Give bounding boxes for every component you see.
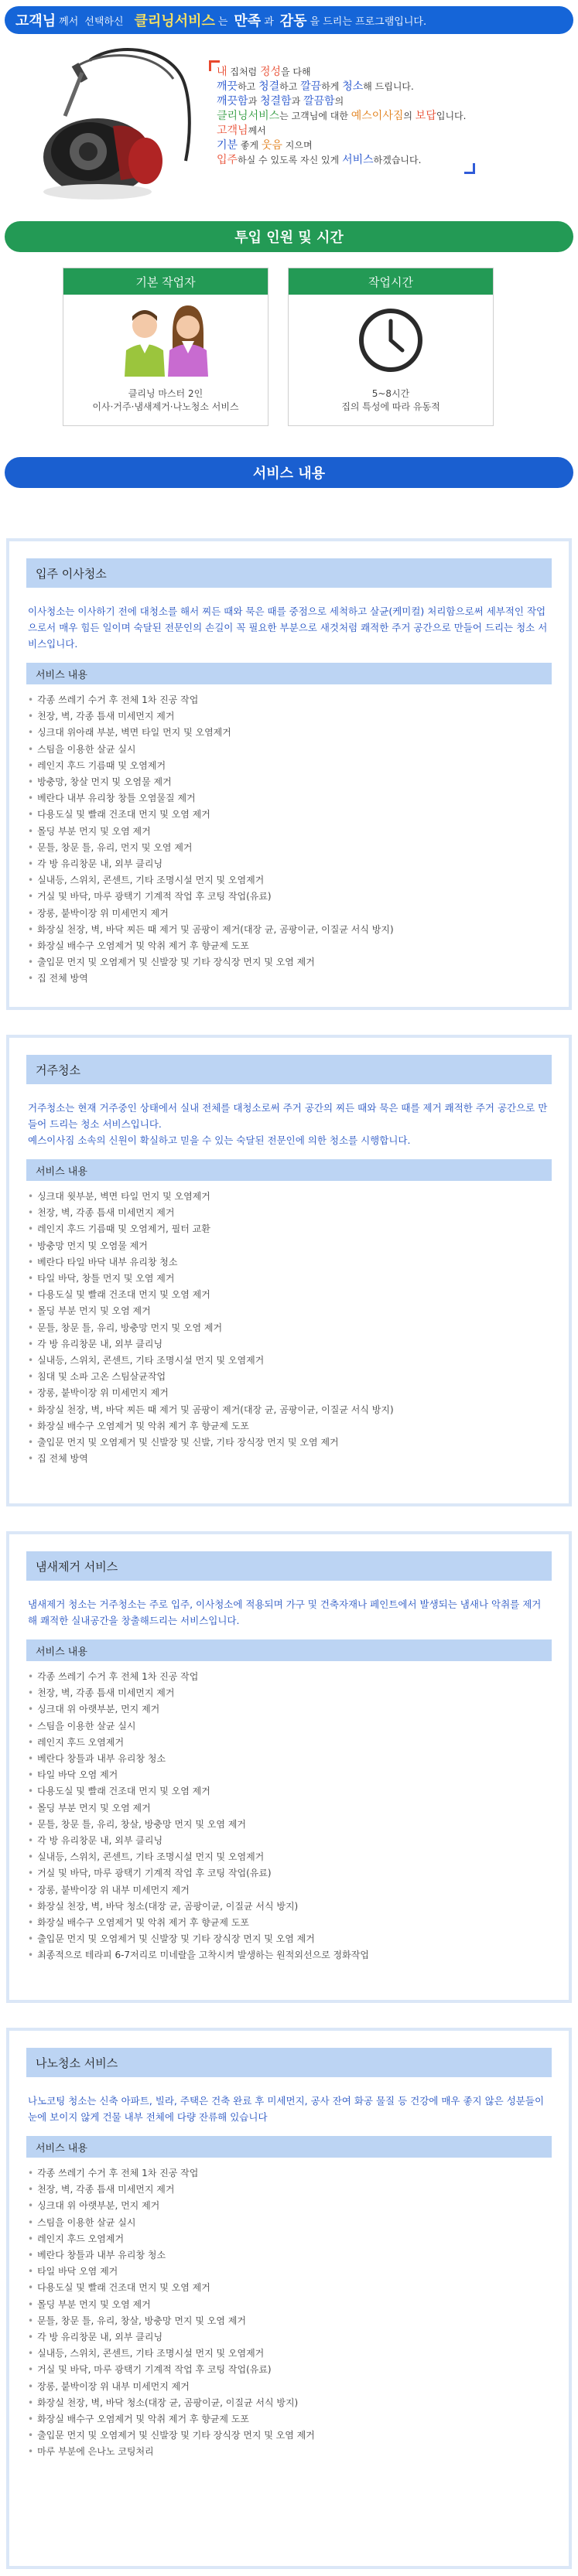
list-item: • 화장실 배수구 오염제거 및 악취 제거 후 향균제 도포 bbox=[28, 1915, 550, 1931]
vacuum-cleaner-image bbox=[28, 45, 206, 207]
intro-line: 클리닝서비스는 고객님에 대한 예스이사짐의 보답입니다. bbox=[217, 110, 467, 122]
section-subtitle: 서비스 내용 bbox=[26, 663, 552, 684]
intro-line: 깨끗함과 청결함과 깔끔함의 bbox=[217, 95, 344, 107]
time-card bbox=[288, 268, 494, 426]
list-item: • 침대 및 소파 고온 스팀살균작업 bbox=[28, 1369, 550, 1385]
list-item: • 각 방 유리창문 내, 외부 클리닝 bbox=[28, 2329, 550, 2346]
list-item: • 몰딩 부분 먼지 및 오염 제거 bbox=[28, 1800, 550, 1817]
section-subtitle: 서비스 내용 bbox=[26, 1159, 552, 1181]
section-title: 냄새제거 서비스 bbox=[26, 1551, 552, 1581]
bracket-decoration bbox=[464, 163, 475, 174]
staff-cards bbox=[0, 268, 578, 457]
list-item: • 몰딩 부분 먼지 및 오염 제거 bbox=[28, 2297, 550, 2313]
section-description: 이사청소는 이사하기 전에 대청소를 해서 찌든 때와 묵은 때를 중점으로 세척하고 살균(케미컬) 처리함으로써 세부적인 작업으로서 매우 힘든 일이며 숙달된 전문인의 손길이 꼭 필요한 부분으로 새것처럼 쾌적한 주거 공간으로 만들어 드리는 청소 서비스입니다. bbox=[28, 606, 548, 650]
list-item: • 싱크대 위아래 부분, 벽면 타일 먼지 및 오염제거 bbox=[28, 725, 550, 741]
list-item: • 출입문 먼지 및 오염제거 및 신발장 및 기타 장식장 먼지 및 오염 제거 bbox=[28, 1931, 550, 1947]
list-item: • 몰딩 부분 먼지 및 오염 제거 bbox=[28, 824, 550, 840]
list-item: • 스팀을 이용한 살균 실시 bbox=[28, 2215, 550, 2231]
service-item-list bbox=[28, 692, 550, 988]
section-description: 나노코팅 청소는 신축 아파트, 빌라, 주택은 건축 완료 후 미세먼지, 공사 잔여 화공 물질 등 건강에 매우 좋지 않은 성분들이 눈에 보이지 않게 건물 내부 전체에 다량 잔류해 있습니다 bbox=[28, 2095, 545, 2123]
header-text: 과 bbox=[264, 15, 274, 28]
list-item: • 화장실 천장, 벽, 바닥 청소(대장 균, 곰팡이균, 이질균 서식 방지) bbox=[28, 1899, 550, 1915]
list-item: • 출입문 먼지 및 오염제거 및 신발장 및 신발, 기타 장식장 먼지 및 오염 제거 bbox=[28, 1435, 550, 1451]
time-card-title: 작업시간 bbox=[289, 268, 493, 295]
header-text: 을 드리는 프로그램입니다. bbox=[310, 15, 427, 28]
list-item: • 레인지 후드 기름때 및 오염제거 bbox=[28, 758, 550, 774]
list-item: • 천장, 벽, 각종 틈새 미세먼지 제거 bbox=[28, 708, 550, 725]
service-item-list bbox=[28, 1669, 550, 1964]
list-item: • 각종 쓰레기 수거 후 전체 1차 진공 작업 bbox=[28, 2165, 550, 2182]
staff-card-caption: 이사·거주·냄새제거·나노청소 서비스 bbox=[92, 401, 239, 412]
workers-icon bbox=[108, 302, 224, 380]
list-item: • 레인지 후드 오염제거 bbox=[28, 2231, 550, 2247]
intro-line: 기분 좋게 웃음 지으며 bbox=[217, 139, 313, 152]
header-text: 는 bbox=[217, 15, 228, 28]
list-item: • 천장, 벽, 각종 틈새 미세먼지 제거 bbox=[28, 2182, 550, 2198]
list-item: • 거실 및 바닥, 마루 광택기 기계적 작업 후 코팅 작업(유료) bbox=[28, 2362, 550, 2378]
header-customer: 고객님 bbox=[15, 13, 56, 29]
intro-line: 깨끗하고 청결하고 깔끔하게 청소해 드립니다. bbox=[217, 80, 414, 93]
list-item: • 출입문 먼지 및 오염제거 및 신발장 및 기타 장식장 먼지 및 오염 제거 bbox=[28, 954, 550, 971]
list-item: • 베란다 창틀과 내부 유리창 청소 bbox=[28, 2247, 550, 2264]
list-item: • 장롱, 붙박이장 위 미세먼지 제거 bbox=[28, 906, 550, 922]
list-item: • 각종 쓰레기 수거 후 전체 1차 진공 작업 bbox=[28, 1669, 550, 1685]
list-item: • 각종 쓰레기 수거 후 전체 1차 진공 작업 bbox=[28, 692, 550, 708]
list-item: • 최종적으로 테라피 6-7저리로 미네랄을 고착시켜 발생하는 원적외선으로 정화작업 bbox=[28, 1947, 550, 1964]
list-item: • 스팀을 이용한 살균 실시 bbox=[28, 742, 550, 758]
service-section-residence bbox=[6, 1035, 572, 1506]
list-item: • 방충망, 창살 먼지 및 오염물 제거 bbox=[28, 774, 550, 790]
list-item: • 다용도실 및 빨래 건조대 먼지 및 오염 제거 bbox=[28, 1783, 550, 1800]
section-description: 거주청소는 현재 거주중인 상태에서 실내 전체를 대청소로써 주거 공간의 찌든 때와 묵은 때를 제거 쾌적한 주거 공간으로 만들어 드리는 청소 서비스입니다. 예스이사짐 소속의 신원이 확실하고 믿을 수 있는 숙달된 전문인에 의한 청소를 시행합니다. bbox=[28, 1102, 548, 1146]
page bbox=[0, 6, 578, 2576]
list-item: • 레인지 후드 오염제거 bbox=[28, 1735, 550, 1751]
time-card-caption: 5~8시간 bbox=[371, 388, 410, 399]
list-item: • 화장실 배수구 오염제거 및 악취 제거 후 향균제 도포 bbox=[28, 2411, 550, 2428]
bracket-decoration bbox=[209, 60, 220, 71]
section-subtitle: 서비스 내용 bbox=[26, 1639, 552, 1661]
list-item: • 싱크대 위 아랫부분, 먼지 제거 bbox=[28, 2198, 550, 2214]
list-item: • 화장실 천장, 벽, 바닥 찌든 때 제거 및 곰팡이 제거(대장 균, 곰팡이균, 이질균 서식 방지) bbox=[28, 922, 550, 938]
list-item: • 실내등, 스위치, 콘센트, 기타 조명시설 먼지 및 오염제거 bbox=[28, 2346, 550, 2362]
list-item: • 실내등, 스위치, 콘센트, 기타 조명시설 먼지 및 오염제거 bbox=[28, 872, 550, 889]
services-title: 서비스 내용 bbox=[5, 457, 573, 488]
list-item: • 화장실 배수구 오염제거 및 악취 제거 후 향균제 도포 bbox=[28, 1418, 550, 1435]
list-item: • 장롱, 붙박이장 위 미세먼지 제거 bbox=[28, 1385, 550, 1401]
section-subtitle: 서비스 내용 bbox=[26, 2136, 552, 2158]
list-item: • 마루 부분에 은나노 코팅처리 bbox=[28, 2444, 550, 2460]
list-item: • 장롱, 붙박이장 위 내부 미세먼지 제거 bbox=[28, 2379, 550, 2395]
list-item: • 거실 및 바닥, 마루 광택기 기계적 작업 후 코팅 작업(유료) bbox=[28, 889, 550, 905]
list-item: • 실내등, 스위치, 콘센트, 기타 조명시설 먼지 및 오염제거 bbox=[28, 1353, 550, 1369]
service-item-list bbox=[28, 1189, 550, 1467]
clock-icon bbox=[356, 305, 426, 375]
list-item: • 장롱, 붙박이장 위 내부 미세먼지 제거 bbox=[28, 1882, 550, 1899]
list-item: • 문틀, 창문 틀, 유리, 방충망 먼지 및 오염 제거 bbox=[28, 1320, 550, 1336]
list-item: • 다용도실 및 빨래 건조대 먼지 및 오염 제거 bbox=[28, 2280, 550, 2296]
list-item: • 거실 및 바닥, 마루 광택기 기계적 작업 후 코팅 작업(유료) bbox=[28, 1865, 550, 1882]
section-description: 냄새제거 청소는 거주청소는 주로 입주, 이사청소에 적용되며 가구 및 건축자재나 페인트에서 발생되는 냄새나 악취를 제거해 쾌적한 실내공간을 창출해드리는 서비스입니다. bbox=[28, 1598, 542, 1626]
header-banner bbox=[5, 6, 573, 34]
intro-line: 입주하실 수 있도록 자신 있게 서비스하겠습니다. bbox=[217, 154, 422, 166]
service-section-nano bbox=[6, 2028, 572, 2569]
list-item: • 다용도실 및 빨래 건조대 먼지 및 오염 제거 bbox=[28, 1287, 550, 1303]
list-item: • 천장, 벽, 각종 틈새 미세먼지 제거 bbox=[28, 1685, 550, 1701]
header-impression: 감동 bbox=[279, 13, 307, 29]
intro-line: 내 집처럼 정성을 다해 bbox=[217, 66, 311, 78]
list-item: • 문틀, 창문 틀, 유리, 먼지 및 오염 제거 bbox=[28, 840, 550, 856]
header-satisfaction: 만족 bbox=[234, 13, 262, 29]
list-item: • 집 전체 방역 bbox=[28, 971, 550, 987]
staff-card-title: 기본 작업자 bbox=[63, 268, 268, 295]
list-item: • 문틀, 창문 틀, 유리, 창살, 방충망 먼지 및 오염 제거 bbox=[28, 2313, 550, 2329]
intro-text-block bbox=[217, 65, 495, 168]
list-item: • 화장실 천장, 벽, 바닥 찌든 때 제거 및 곰팡이 제거(대장 균, 곰팡이균, 이질균 서식 방지) bbox=[28, 1402, 550, 1418]
list-item: • 싱크대 위 아랫부분, 먼지 제거 bbox=[28, 1701, 550, 1718]
time-card-caption: 집의 특성에 따라 유동적 bbox=[341, 401, 440, 412]
list-item: • 집 전체 방역 bbox=[28, 1451, 550, 1467]
list-item: • 방충망 먼지 및 오염물 제거 bbox=[28, 1238, 550, 1254]
list-item: • 화장실 배수구 오염제거 및 악취 제거 후 향균제 도포 bbox=[28, 938, 550, 954]
list-item: • 출입문 먼지 및 오염제거 및 신발장 및 기타 장식장 먼지 및 오염 제거 bbox=[28, 2428, 550, 2444]
list-item: • 천장, 벽, 각종 틈새 미세먼지 제거 bbox=[28, 1205, 550, 1221]
list-item: • 실내등, 스위치, 콘센트, 기타 조명시설 먼지 및 오염제거 bbox=[28, 1849, 550, 1865]
section-title: 나노청소 서비스 bbox=[26, 2048, 552, 2077]
list-item: • 스팀을 이용한 살균 실시 bbox=[28, 1718, 550, 1735]
list-item: • 다용도실 및 빨래 건조대 먼지 및 오염 제거 bbox=[28, 807, 550, 823]
service-section-odor-removal bbox=[6, 1531, 572, 2003]
list-item: • 베란다 창틀과 내부 유리창 청소 bbox=[28, 1751, 550, 1767]
list-item: • 베란다 내부 유리창 창틀 오염물질 제거 bbox=[28, 790, 550, 807]
list-item: • 레인지 후드 기름때 및 오염제거, 필터 교환 bbox=[28, 1221, 550, 1237]
staff-time-title: 투입 인원 및 시간 bbox=[5, 221, 573, 252]
header-text: 께서 bbox=[59, 15, 79, 28]
list-item: • 몰딩 부분 먼지 및 오염 제거 bbox=[28, 1303, 550, 1319]
intro-line: 고객님께서 bbox=[217, 125, 266, 137]
list-item: • 타일 바닥 오염 제거 bbox=[28, 1767, 550, 1783]
header-text: 선택하신 bbox=[84, 15, 124, 28]
list-item: • 각 방 유리창문 내, 외부 클리닝 bbox=[28, 1833, 550, 1849]
intro-section bbox=[0, 34, 578, 212]
header-service: 클리닝서비스 bbox=[134, 13, 215, 29]
staff-card bbox=[63, 268, 268, 426]
service-item-list bbox=[28, 2165, 550, 2461]
list-item: • 타일 바닥 오염 제거 bbox=[28, 2264, 550, 2280]
list-item: • 문틀, 창문 틀, 유리, 창살, 방충망 먼지 및 오염 제거 bbox=[28, 1817, 550, 1833]
list-item: • 각 방 유리창문 내, 외부 클리닝 bbox=[28, 856, 550, 872]
service-section-move-in bbox=[6, 538, 572, 1010]
list-item: • 베란다 타일 바닥 내부 유리창 청소 bbox=[28, 1254, 550, 1271]
list-item: • 싱크대 윗부분, 벽면 타일 먼지 및 오염제거 bbox=[28, 1189, 550, 1205]
list-item: • 화장실 천장, 벽, 바닥 청소(대장 균, 곰팡이균, 이질균 서식 방지) bbox=[28, 2395, 550, 2411]
staff-card-caption: 클리닝 마스터 2인 bbox=[128, 388, 203, 399]
list-item: • 각 방 유리창문 내, 외부 클리닝 bbox=[28, 1336, 550, 1353]
section-title: 입주 이사청소 bbox=[26, 558, 552, 588]
section-title: 거주청소 bbox=[26, 1055, 552, 1084]
list-item: • 타일 바닥, 창틀 먼지 및 오염 제거 bbox=[28, 1271, 550, 1287]
